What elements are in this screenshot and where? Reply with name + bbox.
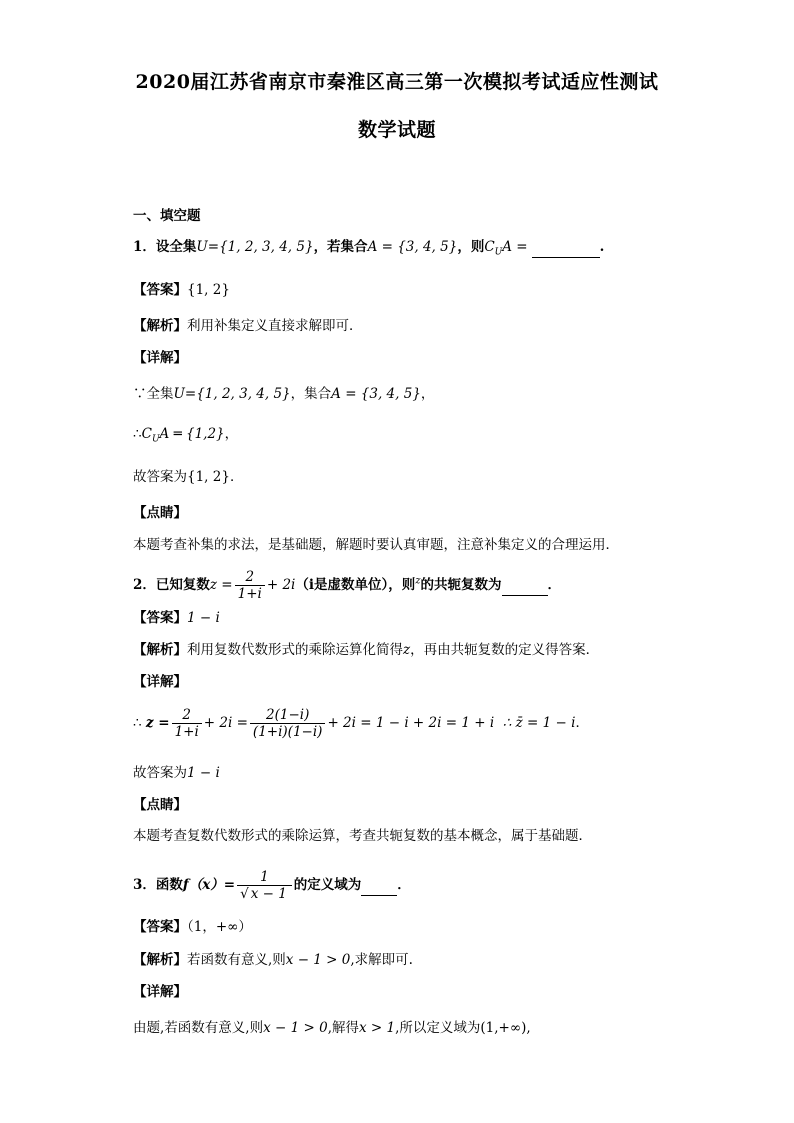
- q1-detail-label: 【详解】: [133, 350, 187, 366]
- q2-answer: 【答案】1 − i: [133, 610, 220, 626]
- q1-stem-c: ，则: [457, 239, 485, 255]
- q3-answer: 【答案】（1，+∞）: [133, 919, 252, 935]
- q1-end: .: [599, 239, 605, 255]
- q3-answer-value: （1，+∞）: [187, 919, 252, 935]
- document-subtitle: 数学试题: [357, 119, 436, 141]
- q1-set-a: A = {3, 4, 5}: [367, 239, 458, 255]
- section-heading: 一、填空题: [133, 208, 201, 224]
- q2-detail-1: ∴ z = $\frac{2}{1+i}$ + 2i = $\frac{2(1-i)}{(1+i)(1-i)}$ + 2i = 1 − i + 2i = 1 + i ∴ z̄ = 1 − i．: [133, 707, 589, 740]
- document-title: 2020届江苏省南京市秦淮区高三第一次模拟考试适应性测试: [135, 71, 659, 93]
- q2-detail-label: 【详解】: [133, 674, 187, 690]
- q1-stem: [133, 237, 604, 263]
- q1-answer-value: {1, 2}: [187, 282, 230, 298]
- q1-comment-label: 【点睛】: [133, 505, 187, 521]
- analysis-label: 【解析】: [133, 318, 187, 334]
- q1-detail-1: ∵全集U={1, 2, 3, 4, 5}，集合A = {3, 4, 5}，: [133, 386, 435, 402]
- q1-number: 1．: [133, 239, 156, 255]
- q1-stem-b: ，若集合: [313, 239, 368, 255]
- q2-fraction: $\frac{2}{1+i}$: [235, 569, 265, 602]
- q2-analysis: 【解析】利用复数代数形式的乘除运算化简得z，再由共轭复数的定义得答案．: [133, 642, 600, 658]
- q2-stem: 2．已知复数z = $\frac{2}{1+i}$ + 2i（i是虚数单位），则$^z$的共轭复数为 ．: [133, 569, 562, 602]
- q2-answer-blank: [502, 575, 548, 596]
- q2-comment-label: 【点睛】: [133, 797, 187, 813]
- q1-answer: [133, 280, 230, 300]
- q2-answer-value: 1 − i: [187, 610, 220, 626]
- q1-analysis: [133, 316, 363, 336]
- q3-detail-1: 由题,若函数有意义,则x − 1 > 0,解得x > 1,所以定义域为(1,+∞),: [133, 1020, 531, 1036]
- q3-detail-label: 【详解】: [133, 984, 187, 1000]
- q1-analysis-text: 利用补集定义直接求解即可．: [187, 318, 363, 334]
- q1-detail-2: $\therefore C_UA$ ═ {1,2}，: [133, 426, 239, 445]
- q2-detail-2: 故答案为1 − i: [133, 765, 220, 781]
- q3-fraction: $\frac{1}{√ x - 1}$: [237, 869, 292, 902]
- q1-stem-a: 设全集: [155, 239, 197, 255]
- q1-complement: $C_UA$ =: [484, 239, 528, 258]
- q1-comment: 本题考查补集的求法，是基础题，解题时要认真审题，注意补集定义的合理运用．: [133, 537, 619, 553]
- q2-comment: 本题考查复数代数形式的乘除运算，考查共轭复数的基本概念，属于基础题．: [133, 828, 592, 844]
- answer-label: 【答案】: [133, 282, 187, 298]
- q3-analysis: 【解析】若函数有意义,则x − 1 > 0,求解即可.: [133, 952, 413, 968]
- q1-answer-blank: [532, 237, 600, 258]
- q1-set-u: U={1, 2, 3, 4, 5}: [196, 239, 314, 255]
- q1-detail-3: 故答案为{1, 2}．: [133, 469, 244, 485]
- q3-stem: 3．函数f（x）= $\frac{1}{√ x - 1}$ 的定义域为 ．: [133, 869, 411, 902]
- q3-answer-blank: [361, 875, 397, 896]
